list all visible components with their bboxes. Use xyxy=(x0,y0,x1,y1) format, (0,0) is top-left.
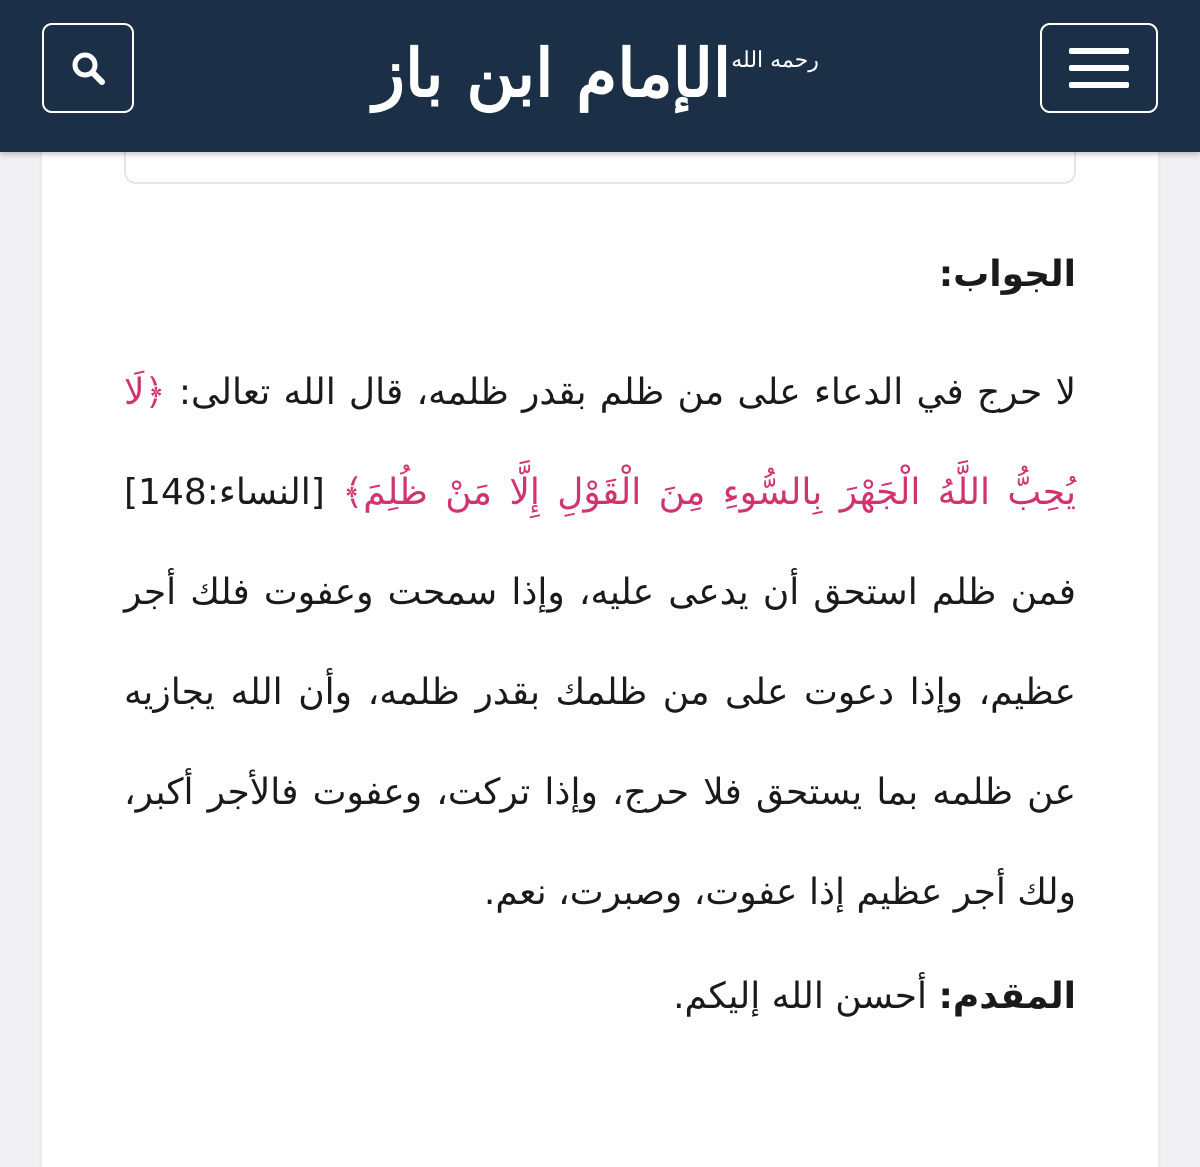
presenter-text: أحسن الله إليكم. xyxy=(673,976,939,1017)
presenter-label: المقدم: xyxy=(938,976,1076,1017)
quran-verse: ﴿لَا يُحِبُّ اللَّهُ الْجَهْرَ بِالسُّوءِ مِنَ الْقَوْلِ إِلَّا مَنْ ظُلِمَ﴾ xyxy=(124,372,1076,513)
article-content xyxy=(124,250,1076,1027)
article-card xyxy=(42,140,1158,1167)
menu-button[interactable] xyxy=(1040,23,1158,113)
site-logo[interactable] xyxy=(373,10,819,135)
answer-heading: الجواب: xyxy=(938,254,1076,295)
site-header xyxy=(0,0,1200,152)
logo-honorific: رحمه الله xyxy=(731,48,819,73)
search-icon xyxy=(68,48,108,88)
presenter-line xyxy=(124,967,1076,1027)
answer-rest: [النساء:148] فمن ظلم استحق أن يدعى عليه، وإذا سمحت وعفوت فلك أجر عظيم، وإذا دعوت على من ظلمك بقدر ظلمه، وأن الله يجازيه عن ظلمه بما يستحق فلا حرج، وإذا تركت، وعفوت فالأجر أكبر، ولك أجر عظيم إذا عفوت، وصبرت، نعم. xyxy=(124,472,1076,913)
search-button[interactable] xyxy=(42,23,134,113)
answer-paragraph xyxy=(124,343,1076,943)
answer-intro: لا حرج في الدعاء على من ظلم بقدر ظلمه، قال الله تعالى: xyxy=(165,372,1076,413)
logo-main-text: الإمام ابن باز xyxy=(373,33,732,112)
hamburger-menu-icon xyxy=(1067,46,1131,90)
